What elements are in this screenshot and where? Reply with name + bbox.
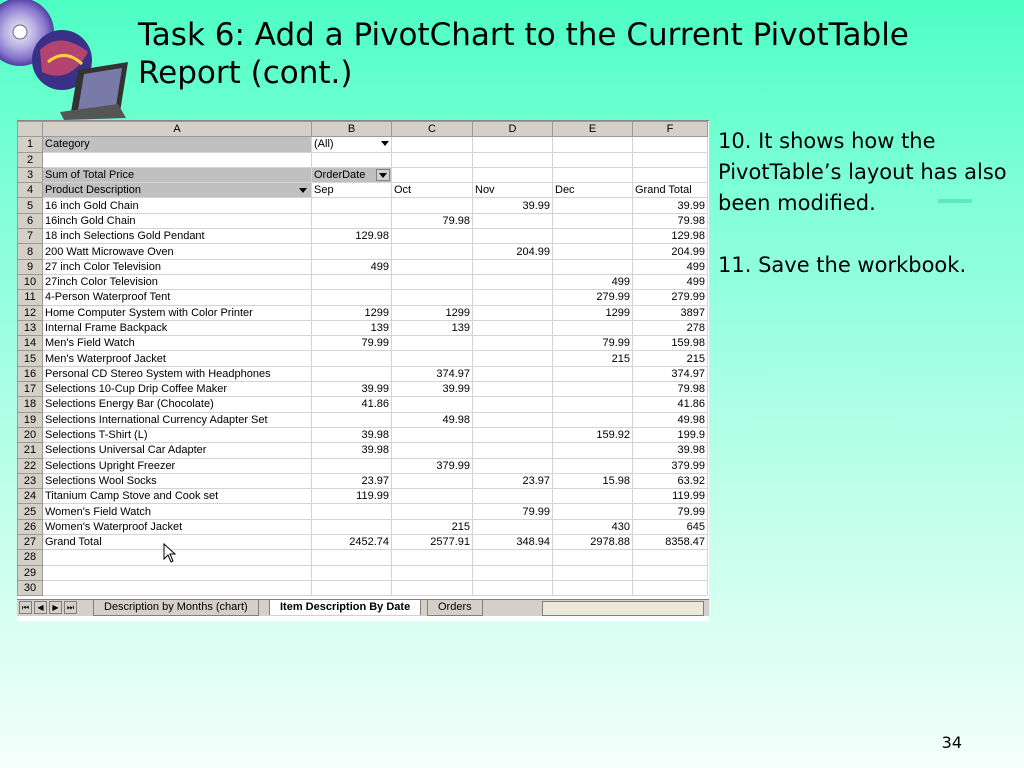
column-header-c[interactable]: C xyxy=(392,122,473,137)
table-row xyxy=(18,550,708,565)
value-cell-total[interactable]: 199.9 xyxy=(633,427,708,442)
value-cell-oct[interactable] xyxy=(392,198,473,213)
cell[interactable] xyxy=(392,565,473,580)
row-1 xyxy=(18,137,708,152)
value-cell-oct[interactable] xyxy=(392,259,473,274)
cd-laptop-logo-icon xyxy=(0,0,135,120)
value-cell-total[interactable]: 49.98 xyxy=(633,412,708,427)
column-header-e[interactable]: E xyxy=(553,122,633,137)
row-2 xyxy=(18,152,708,167)
value-cell-sep[interactable]: 41.86 xyxy=(312,397,392,412)
table-row xyxy=(18,535,708,550)
row-header[interactable]: 10 xyxy=(18,274,43,289)
data-field-button[interactable]: Sum of Total Price xyxy=(43,167,312,182)
row-header[interactable]: 9 xyxy=(18,259,43,274)
cell[interactable] xyxy=(473,550,553,565)
value-cell-oct[interactable] xyxy=(392,351,473,366)
value-cell-total[interactable]: 499 xyxy=(633,259,708,274)
slide-title-line1: Task 6: Add a PivotChart to the Current PivotTable xyxy=(138,17,909,53)
product-name-cell[interactable]: 18 inch Selections Gold Pendant xyxy=(43,229,312,244)
value-cell-sep[interactable]: 139 xyxy=(312,320,392,335)
value-cell-oct[interactable] xyxy=(392,489,473,504)
cell[interactable] xyxy=(473,565,553,580)
product-name-cell[interactable]: 16inch Gold Chain xyxy=(43,213,312,228)
column-header-a[interactable]: A xyxy=(43,122,312,137)
value-cell-oct[interactable]: 39.99 xyxy=(392,382,473,397)
value-cell-dec[interactable]: 215 xyxy=(553,351,633,366)
value-cell-sep[interactable] xyxy=(312,351,392,366)
cell[interactable] xyxy=(43,550,312,565)
product-name-cell[interactable]: Home Computer System with Color Printer xyxy=(43,305,312,320)
cell[interactable] xyxy=(473,152,553,167)
table-row xyxy=(18,580,708,595)
value-cell-total[interactable]: 215 xyxy=(633,351,708,366)
month-header-oct[interactable]: Oct xyxy=(392,183,473,198)
row-header[interactable]: 8 xyxy=(18,244,43,259)
select-all-corner[interactable] xyxy=(18,122,43,137)
table-row xyxy=(18,305,708,320)
table-row xyxy=(18,320,708,335)
value-cell-oct[interactable] xyxy=(392,427,473,442)
cell[interactable] xyxy=(392,550,473,565)
value-cell-nov[interactable] xyxy=(473,320,553,335)
value-cell-dec[interactable]: 499 xyxy=(553,274,633,289)
value-cell-total[interactable]: 79.99 xyxy=(633,504,708,519)
table-row xyxy=(18,458,708,473)
value-cell-sep[interactable]: 129.98 xyxy=(312,229,392,244)
row-header[interactable]: 19 xyxy=(18,412,43,427)
decorative-line xyxy=(938,199,972,203)
horizontal-scrollbar[interactable] xyxy=(542,601,704,616)
value-cell-oct[interactable]: 79.98 xyxy=(392,213,473,228)
value-cell-oct[interactable] xyxy=(392,229,473,244)
value-cell-sep[interactable] xyxy=(312,366,392,381)
table-row xyxy=(18,382,708,397)
value-cell-nov[interactable] xyxy=(473,519,553,534)
value-cell-nov[interactable] xyxy=(473,351,553,366)
column-field-dropdown[interactable] xyxy=(376,169,390,181)
cell[interactable] xyxy=(473,580,553,595)
value-cell-sep[interactable]: 39.99 xyxy=(312,382,392,397)
value-cell-oct[interactable] xyxy=(392,244,473,259)
sheet-tab-bar xyxy=(17,599,709,616)
cell[interactable] xyxy=(633,152,708,167)
cell[interactable] xyxy=(553,152,633,167)
table-row xyxy=(18,259,708,274)
value-cell-total[interactable]: 374.97 xyxy=(633,366,708,381)
value-cell-oct[interactable] xyxy=(392,397,473,412)
month-header-dec[interactable]: Dec xyxy=(553,183,633,198)
table-row xyxy=(18,213,708,228)
table-row xyxy=(18,504,708,519)
row-header[interactable]: 28 xyxy=(18,550,43,565)
row-header[interactable]: 13 xyxy=(18,320,43,335)
column-header-f[interactable]: F xyxy=(633,122,708,137)
row-4 xyxy=(18,183,708,198)
product-name-cell[interactable]: Selections International Currency Adapter Set xyxy=(43,412,312,427)
value-cell-sep[interactable] xyxy=(312,412,392,427)
product-name-cell[interactable]: Men's Waterproof Jacket xyxy=(43,351,312,366)
value-cell-dec[interactable] xyxy=(553,489,633,504)
value-cell-sep[interactable]: 39.98 xyxy=(312,427,392,442)
value-cell-sep[interactable] xyxy=(312,213,392,228)
value-cell-nov[interactable]: 23.97 xyxy=(473,473,553,488)
table-row xyxy=(18,443,708,458)
cell[interactable] xyxy=(392,580,473,595)
value-cell-total[interactable]: 129.98 xyxy=(633,229,708,244)
cell[interactable] xyxy=(392,167,473,182)
table-row xyxy=(18,198,708,213)
slide-page-number: 34 xyxy=(941,733,962,752)
value-cell-sep[interactable]: 79.99 xyxy=(312,336,392,351)
cell[interactable] xyxy=(553,565,633,580)
row-header[interactable]: 24 xyxy=(18,489,43,504)
cell[interactable] xyxy=(473,137,553,152)
value-cell-dec[interactable]: 159.92 xyxy=(553,427,633,442)
value-cell-oct[interactable] xyxy=(392,504,473,519)
row-header[interactable]: 2 xyxy=(18,152,43,167)
value-cell-nov[interactable] xyxy=(473,229,553,244)
value-cell-total[interactable]: 499 xyxy=(633,274,708,289)
cell[interactable] xyxy=(553,167,633,182)
tab-description-by-months[interactable]: Description by Months (chart) xyxy=(93,600,259,616)
cell[interactable] xyxy=(473,167,553,182)
value-cell-total[interactable]: 278 xyxy=(633,320,708,335)
value-cell-nov[interactable] xyxy=(473,305,553,320)
value-cell-dec[interactable] xyxy=(553,213,633,228)
value-cell-nov[interactable]: 348.94 xyxy=(473,535,553,550)
value-cell-dec[interactable] xyxy=(553,397,633,412)
value-cell-oct[interactable]: 1299 xyxy=(392,305,473,320)
value-cell-dec[interactable] xyxy=(553,244,633,259)
value-cell-dec[interactable] xyxy=(553,412,633,427)
last-sheet-button[interactable]: ⏭ xyxy=(64,601,77,614)
product-name-cell[interactable]: Selections 10-Cup Drip Coffee Maker xyxy=(43,382,312,397)
slide-title-line2: Report (cont.) xyxy=(138,55,353,91)
value-cell-total[interactable]: 39.98 xyxy=(633,443,708,458)
value-cell-sep[interactable]: 39.98 xyxy=(312,443,392,458)
row-header[interactable]: 11 xyxy=(18,290,43,305)
product-name-cell[interactable]: Internal Frame Backpack xyxy=(43,320,312,335)
cell[interactable] xyxy=(43,152,312,167)
product-name-cell[interactable]: Men's Field Watch xyxy=(43,336,312,351)
product-name-cell[interactable]: 27 inch Color Television xyxy=(43,259,312,274)
value-cell-nov[interactable] xyxy=(473,458,553,473)
value-cell-oct[interactable]: 379.99 xyxy=(392,458,473,473)
row-header[interactable]: 14 xyxy=(18,336,43,351)
instruction-step-11: 11. Save the workbook. xyxy=(718,253,967,277)
column-header-b[interactable]: B xyxy=(312,122,392,137)
value-cell-oct[interactable] xyxy=(392,290,473,305)
product-name-cell[interactable]: Grand Total xyxy=(43,535,312,550)
cell[interactable] xyxy=(392,152,473,167)
column-header-d[interactable]: D xyxy=(473,122,553,137)
value-cell-nov[interactable] xyxy=(473,489,553,504)
row-header[interactable]: 16 xyxy=(18,366,43,381)
row-header[interactable]: 20 xyxy=(18,427,43,442)
row-header[interactable]: 15 xyxy=(18,351,43,366)
value-cell-dec[interactable] xyxy=(553,198,633,213)
cell[interactable] xyxy=(43,580,312,595)
product-name-cell[interactable]: 16 inch Gold Chain xyxy=(43,198,312,213)
value-cell-nov[interactable] xyxy=(473,366,553,381)
chevron-down-icon xyxy=(379,173,387,178)
product-name-cell[interactable]: Selections Wool Socks xyxy=(43,473,312,488)
product-name-cell[interactable]: Titanium Camp Stove and Cook set xyxy=(43,489,312,504)
value-cell-total[interactable]: 119.99 xyxy=(633,489,708,504)
page-field-dropdown[interactable] xyxy=(312,137,392,152)
value-cell-nov[interactable] xyxy=(473,443,553,458)
value-cell-sep[interactable]: 2452.74 xyxy=(312,535,392,550)
table-row xyxy=(18,519,708,534)
row-header[interactable]: 27 xyxy=(18,535,43,550)
value-cell-sep[interactable] xyxy=(312,198,392,213)
value-cell-total[interactable]: 279.99 xyxy=(633,290,708,305)
value-cell-oct[interactable] xyxy=(392,443,473,458)
product-name-cell[interactable]: Women's Field Watch xyxy=(43,504,312,519)
value-cell-nov[interactable] xyxy=(473,412,553,427)
product-name-cell[interactable]: Women's Waterproof Jacket xyxy=(43,519,312,534)
value-cell-total[interactable]: 79.98 xyxy=(633,213,708,228)
product-name-cell[interactable]: Selections Upright Freezer xyxy=(43,458,312,473)
table-row xyxy=(18,351,708,366)
value-cell-total[interactable]: 41.86 xyxy=(633,397,708,412)
value-cell-oct[interactable] xyxy=(392,274,473,289)
value-cell-total[interactable]: 8358.47 xyxy=(633,535,708,550)
page-field-category[interactable]: Category xyxy=(43,137,312,152)
cell[interactable] xyxy=(633,167,708,182)
value-cell-dec[interactable] xyxy=(553,504,633,519)
table-row xyxy=(18,366,708,381)
value-cell-dec[interactable]: 79.99 xyxy=(553,336,633,351)
value-cell-dec[interactable] xyxy=(553,366,633,381)
value-cell-dec[interactable]: 1299 xyxy=(553,305,633,320)
table-row xyxy=(18,473,708,488)
value-cell-sep[interactable]: 119.99 xyxy=(312,489,392,504)
value-cell-total[interactable]: 379.99 xyxy=(633,458,708,473)
value-cell-total[interactable]: 645 xyxy=(633,519,708,534)
value-cell-nov[interactable] xyxy=(473,290,553,305)
value-cell-nov[interactable] xyxy=(473,397,553,412)
value-cell-oct[interactable]: 139 xyxy=(392,320,473,335)
value-cell-total[interactable]: 3897 xyxy=(633,305,708,320)
prev-sheet-button[interactable]: ◀ xyxy=(34,601,47,614)
value-cell-nov[interactable] xyxy=(473,336,553,351)
row-header[interactable]: 29 xyxy=(18,565,43,580)
excel-worksheet xyxy=(17,120,709,621)
row-header[interactable]: 30 xyxy=(18,580,43,595)
row-header[interactable]: 23 xyxy=(18,473,43,488)
value-cell-oct[interactable] xyxy=(392,336,473,351)
row-header[interactable]: 5 xyxy=(18,198,43,213)
product-name-cell[interactable]: 4-Person Waterproof Tent xyxy=(43,290,312,305)
next-sheet-button[interactable]: ▶ xyxy=(49,601,62,614)
product-name-cell[interactable]: Selections Energy Bar (Chocolate) xyxy=(43,397,312,412)
value-cell-dec[interactable]: 15.98 xyxy=(553,473,633,488)
value-cell-total[interactable]: 63.92 xyxy=(633,473,708,488)
product-name-cell[interactable]: 27inch Color Television xyxy=(43,274,312,289)
value-cell-sep[interactable] xyxy=(312,274,392,289)
product-name-cell[interactable]: 200 Watt Microwave Oven xyxy=(43,244,312,259)
value-cell-sep[interactable] xyxy=(312,504,392,519)
chevron-down-icon[interactable] xyxy=(299,188,307,193)
product-name-cell[interactable]: Selections Universal Car Adapter xyxy=(43,443,312,458)
tab-item-description-by-date[interactable]: Item Description By Date xyxy=(269,600,421,615)
chevron-down-icon[interactable] xyxy=(381,141,389,146)
instruction-step-10: 10. It shows how the PivotTable’s layout has also been modified. xyxy=(718,129,1007,215)
table-row xyxy=(18,290,708,305)
month-header-sep[interactable]: Sep xyxy=(312,183,392,198)
cell[interactable] xyxy=(312,580,392,595)
row-header[interactable]: 17 xyxy=(18,382,43,397)
value-cell-nov[interactable] xyxy=(473,213,553,228)
value-cell-total[interactable]: 39.99 xyxy=(633,198,708,213)
value-cell-dec[interactable] xyxy=(553,443,633,458)
value-cell-nov[interactable]: 204.99 xyxy=(473,244,553,259)
instruction-notes xyxy=(718,126,1018,312)
row-3 xyxy=(18,167,708,182)
cell[interactable] xyxy=(312,565,392,580)
slide-title xyxy=(138,16,958,92)
value-cell-sep[interactable] xyxy=(312,519,392,534)
table-row xyxy=(18,489,708,504)
value-cell-dec[interactable] xyxy=(553,382,633,397)
tab-orders[interactable]: Orders xyxy=(427,600,483,616)
cell[interactable] xyxy=(633,565,708,580)
table-row xyxy=(18,397,708,412)
month-header-nov[interactable]: Nov xyxy=(473,183,553,198)
row-header[interactable]: 21 xyxy=(18,443,43,458)
value-cell-nov[interactable] xyxy=(473,274,553,289)
row-header[interactable]: 3 xyxy=(18,167,43,182)
value-cell-nov[interactable] xyxy=(473,427,553,442)
row-header[interactable]: 12 xyxy=(18,305,43,320)
product-name-cell[interactable]: Personal CD Stereo System with Headphones xyxy=(43,366,312,381)
value-cell-dec[interactable] xyxy=(553,259,633,274)
table-row xyxy=(18,427,708,442)
column-field-button[interactable] xyxy=(312,167,392,182)
value-cell-nov[interactable] xyxy=(473,382,553,397)
page-field-value: (All) xyxy=(314,138,334,151)
value-cell-dec[interactable]: 2978.88 xyxy=(553,535,633,550)
value-cell-sep[interactable]: 499 xyxy=(312,259,392,274)
value-cell-dec[interactable]: 279.99 xyxy=(553,290,633,305)
row-header[interactable]: 18 xyxy=(18,397,43,412)
cell[interactable] xyxy=(312,152,392,167)
value-cell-oct[interactable]: 2577.91 xyxy=(392,535,473,550)
row-header[interactable]: 1 xyxy=(18,137,43,152)
table-row xyxy=(18,412,708,427)
cell[interactable] xyxy=(43,565,312,580)
value-cell-dec[interactable] xyxy=(553,229,633,244)
table-row xyxy=(18,336,708,351)
value-cell-oct[interactable]: 49.98 xyxy=(392,412,473,427)
cell[interactable] xyxy=(633,137,708,152)
row-header[interactable]: 4 xyxy=(18,183,43,198)
value-cell-sep[interactable]: 23.97 xyxy=(312,473,392,488)
value-cell-oct[interactable]: 215 xyxy=(392,519,473,534)
column-field-label: OrderDate xyxy=(314,169,366,182)
row-field-label: Product Description xyxy=(45,184,141,197)
value-cell-total[interactable]: 79.98 xyxy=(633,382,708,397)
row-header[interactable]: 22 xyxy=(18,458,43,473)
value-cell-dec[interactable] xyxy=(553,320,633,335)
row-header[interactable]: 6 xyxy=(18,213,43,228)
cell[interactable] xyxy=(633,580,708,595)
table-row xyxy=(18,244,708,259)
value-cell-sep[interactable] xyxy=(312,290,392,305)
value-cell-oct[interactable]: 374.97 xyxy=(392,366,473,381)
cell[interactable] xyxy=(633,550,708,565)
table-row xyxy=(18,565,708,580)
value-cell-total[interactable]: 159.98 xyxy=(633,336,708,351)
spreadsheet-grid xyxy=(17,121,708,596)
row-header[interactable]: 25 xyxy=(18,504,43,519)
cell[interactable] xyxy=(553,550,633,565)
first-sheet-button[interactable]: ⏮ xyxy=(19,601,32,614)
grand-total-header[interactable]: Grand Total xyxy=(633,183,708,198)
cell[interactable] xyxy=(392,137,473,152)
cell[interactable] xyxy=(553,137,633,152)
value-cell-nov[interactable] xyxy=(473,259,553,274)
value-cell-sep[interactable]: 1299 xyxy=(312,305,392,320)
table-row xyxy=(18,274,708,289)
table-row xyxy=(18,229,708,244)
row-field-button[interactable] xyxy=(43,183,312,198)
row-header[interactable]: 7 xyxy=(18,229,43,244)
value-cell-dec[interactable]: 430 xyxy=(553,519,633,534)
value-cell-sep[interactable] xyxy=(312,458,392,473)
value-cell-sep[interactable] xyxy=(312,244,392,259)
cell[interactable] xyxy=(553,580,633,595)
value-cell-dec[interactable] xyxy=(553,458,633,473)
value-cell-total[interactable]: 204.99 xyxy=(633,244,708,259)
row-header[interactable]: 26 xyxy=(18,519,43,534)
mouse-pointer-icon xyxy=(163,543,177,563)
value-cell-nov[interactable]: 39.99 xyxy=(473,198,553,213)
column-header-row xyxy=(18,122,708,137)
value-cell-nov[interactable]: 79.99 xyxy=(473,504,553,519)
product-name-cell[interactable]: Selections T-Shirt (L) xyxy=(43,427,312,442)
cell[interactable] xyxy=(312,550,392,565)
value-cell-oct[interactable] xyxy=(392,473,473,488)
